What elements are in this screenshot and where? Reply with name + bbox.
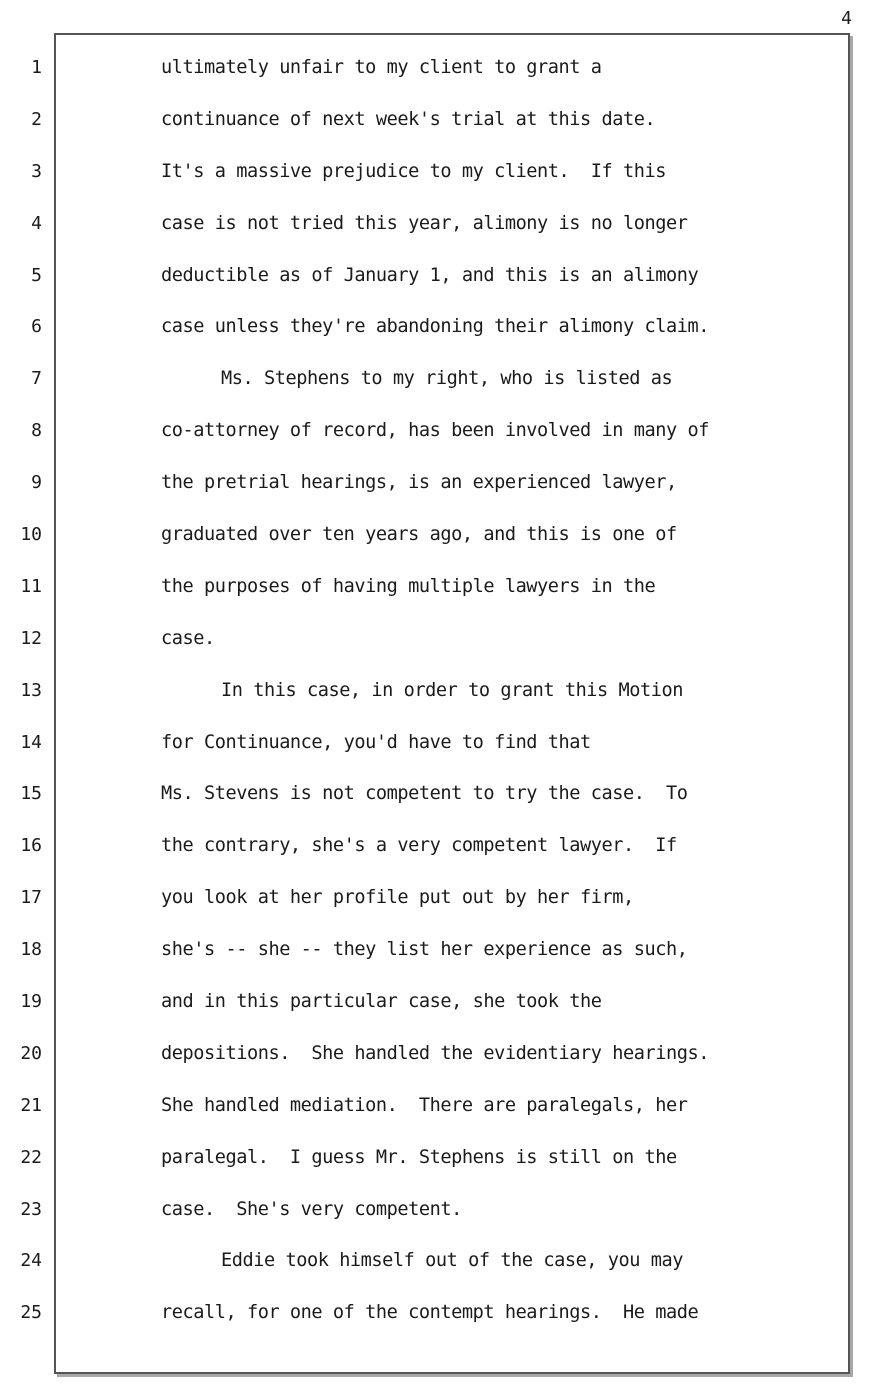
line-number: 20: [20, 1042, 42, 1064]
line-number: 19: [20, 991, 42, 1013]
line-text: the purposes of having multiple lawyers in the: [161, 575, 656, 597]
line-text: case.: [161, 627, 215, 649]
line-text: ultimately unfair to my client to grant a: [161, 57, 602, 78]
transcript-line: [0, 665, 872, 717]
transcript-lines: [0, 42, 872, 1339]
transcript-line: [0, 353, 872, 405]
line-text: recall, for one of the contempt hearings. He made: [161, 1302, 699, 1324]
line-number: 23: [20, 1198, 42, 1220]
line-text: Eddie took himself out of the case, you may: [221, 1250, 684, 1272]
line-text: case. She's very competent.: [161, 1198, 462, 1220]
line-number: 21: [20, 1094, 42, 1116]
line-text: Ms. Stevens is not competent to try the case. To: [161, 783, 688, 805]
line-text: you look at her profile put out by her firm,: [161, 887, 634, 909]
line-number: 3: [31, 160, 42, 182]
line-number: 24: [20, 1250, 42, 1272]
transcript-line: [0, 1235, 872, 1287]
line-text: she's -- she -- they list her experience as such,: [161, 939, 688, 961]
transcript-line: [0, 976, 872, 1028]
line-number: 11: [20, 575, 42, 597]
line-number: 4: [31, 212, 42, 234]
page-number: 4: [841, 8, 852, 29]
line-number: 13: [20, 679, 42, 701]
line-number: 6: [31, 316, 42, 338]
line-text: paralegal. I guess Mr. Stephens is still on the: [161, 1146, 677, 1168]
line-number: 14: [20, 731, 42, 753]
line-number: 5: [31, 264, 42, 286]
transcript-line: [0, 924, 872, 976]
line-number: 18: [20, 939, 42, 961]
transcript-line: [0, 94, 872, 146]
line-text: graduated over ten years ago, and this is one of: [161, 524, 677, 546]
transcript-line: [0, 1287, 872, 1339]
line-number: 9: [31, 472, 42, 494]
transcript-line: [0, 717, 872, 769]
line-number: 1: [31, 57, 42, 78]
transcript-line: [0, 820, 872, 872]
line-number: 8: [31, 420, 42, 442]
line-text: continuance of next week's trial at this date.: [161, 108, 656, 130]
transcript-line: [0, 1080, 872, 1132]
transcript-line: [0, 1132, 872, 1184]
transcript-line: [0, 1028, 872, 1080]
transcript-line: [0, 146, 872, 198]
line-number: 15: [20, 783, 42, 805]
line-number: 17: [20, 887, 42, 909]
line-number: 16: [20, 835, 42, 857]
transcript-line: [0, 301, 872, 353]
line-text: case unless they're abandoning their alimony claim.: [161, 316, 709, 338]
line-number: 2: [31, 108, 42, 130]
line-text: It's a massive prejudice to my client. If this: [161, 160, 666, 182]
transcript-line: [0, 198, 872, 250]
line-text: the contrary, she's a very competent lawyer. If: [161, 835, 677, 857]
transcript-line: [0, 405, 872, 457]
transcript-line: [0, 561, 872, 613]
line-number: 10: [20, 524, 42, 546]
transcript-line: [0, 872, 872, 924]
line-text: In this case, in order to grant this Motion: [221, 679, 684, 701]
transcript-line: [0, 1184, 872, 1236]
transcript-line: [0, 613, 872, 665]
line-text: Ms. Stephens to my right, who is listed as: [221, 368, 673, 390]
line-text: the pretrial hearings, is an experienced lawyer,: [161, 472, 677, 494]
transcript-line: [0, 509, 872, 561]
transcript-line: [0, 457, 872, 509]
transcript-line: [0, 250, 872, 302]
line-number: 12: [20, 627, 42, 649]
line-number: 7: [31, 368, 42, 390]
line-text: case is not tried this year, alimony is no longer: [161, 212, 688, 234]
line-text: deductible as of January 1, and this is an alimony: [161, 264, 699, 286]
line-number: 22: [20, 1146, 42, 1168]
line-number: 25: [20, 1302, 42, 1324]
line-text: and in this particular case, she took the: [161, 991, 602, 1013]
line-text: for Continuance, you'd have to find that: [161, 731, 591, 753]
line-text: co-attorney of record, has been involved in many of: [161, 420, 709, 442]
transcript-line: [0, 42, 872, 94]
transcript-line: [0, 768, 872, 820]
line-text: depositions. She handled the evidentiary hearings.: [161, 1042, 709, 1064]
line-text: She handled mediation. There are paralegals, her: [161, 1094, 688, 1116]
